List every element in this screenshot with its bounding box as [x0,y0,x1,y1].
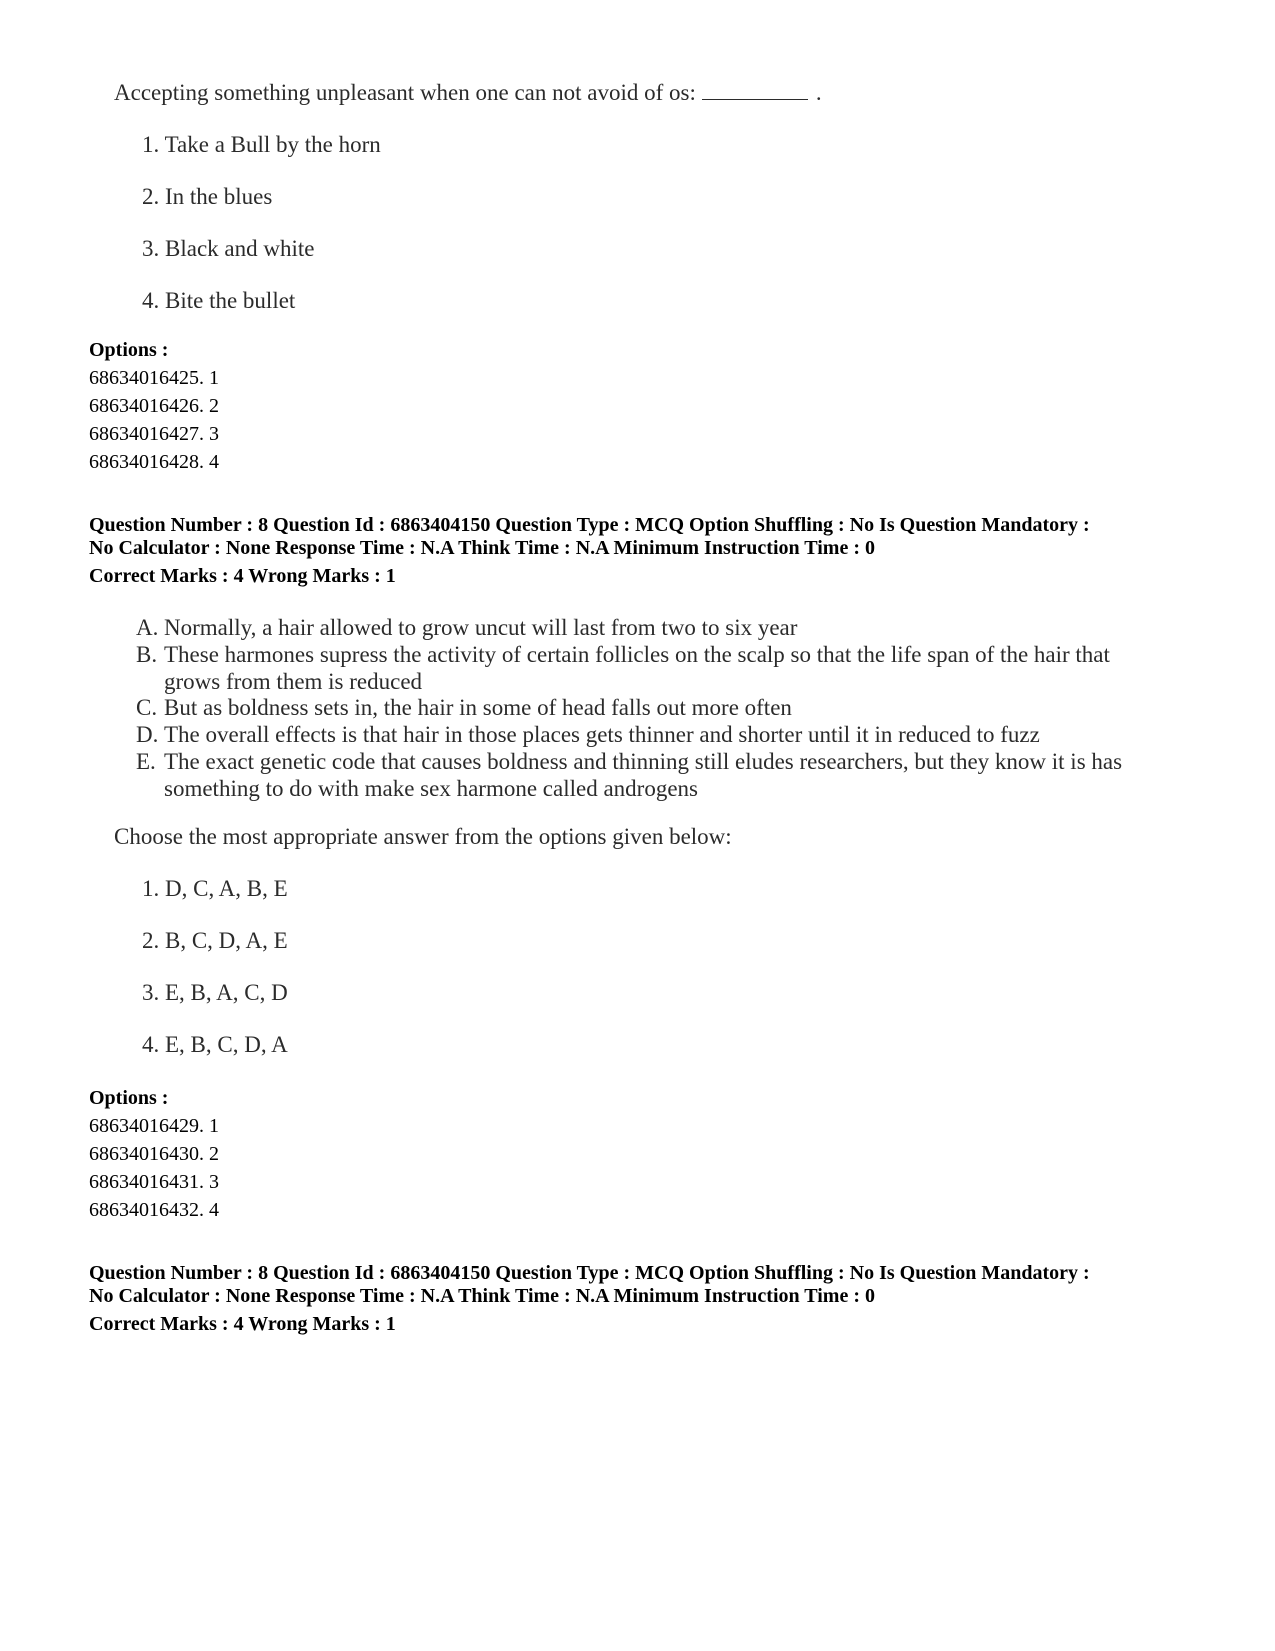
question-marks: Correct Marks : 4 Wrong Marks : 1 [89,1313,396,1335]
choice-4: 4. E, B, C, D, A [142,1032,288,1057]
option-id-2: 68634016430. 2 [89,1143,219,1165]
option-id-4: 68634016432. 4 [89,1199,219,1221]
choice-1: 1. D, C, A, B, E [142,876,288,901]
choice-3: 3. Black and white [142,236,315,261]
statement-c: C. But as boldness sets in, the hair in some of head falls out more often [136,695,792,720]
instruction-text: Choose the most appropriate answer from the options given below: [114,824,732,849]
choice-2: 2. B, C, D, A, E [142,928,288,953]
statement-e: E. The exact genetic code that causes boldness and thinning still eludes researchers, but they know it is has something to do with make sex harmone called androgens [136,749,1123,801]
choice-4: 4. Bite the bullet [142,288,296,313]
option-id-3: 68634016431. 3 [89,1171,219,1193]
options-label: Options : [89,1087,169,1109]
option-id-3: 68634016427. 3 [89,423,219,445]
question-meta-line-1: Question Number : 8 Question Id : 6863404150 Question Type : MCQ Option Shuffling : No Is Question Mandatory : [89,1262,1090,1284]
choice-2: 2. In the blues [142,184,273,209]
option-id-1: 68634016429. 1 [89,1115,219,1137]
option-id-1: 68634016425. 1 [89,367,219,389]
option-id-2: 68634016426. 2 [89,395,219,417]
choice-3: 3. E, B, A, C, D [142,980,288,1005]
choice-1: 1. Take a Bull by the horn [142,132,381,157]
statement-d: D. The overall effects is that hair in those places gets thinner and shorter until it in reduced to fuzz [136,722,1040,747]
statement-a: A. Normally, a hair allowed to grow uncut will last from two to six year [136,615,798,640]
question-meta-line-1: Question Number : 8 Question Id : 6863404150 Question Type : MCQ Option Shuffling : No Is Question Mandatory : [89,514,1090,536]
option-id-4: 68634016428. 4 [89,451,219,473]
question-meta-line-2: No Calculator : None Response Time : N.A Think Time : N.A Minimum Instruction Time : 0 [89,1285,875,1307]
question-marks: Correct Marks : 4 Wrong Marks : 1 [89,565,396,587]
options-label: Options : [89,339,169,361]
question-meta-line-2: No Calculator : None Response Time : N.A Think Time : N.A Minimum Instruction Time : 0 [89,537,875,559]
answer-blank [702,81,808,100]
question-prompt: Accepting something unpleasant when one can not avoid of os: . [114,80,822,105]
statement-b: B. These harmones supress the activity of certain follicles on the scalp so that the life span of the hair that grows from them is reduced [136,642,1110,694]
